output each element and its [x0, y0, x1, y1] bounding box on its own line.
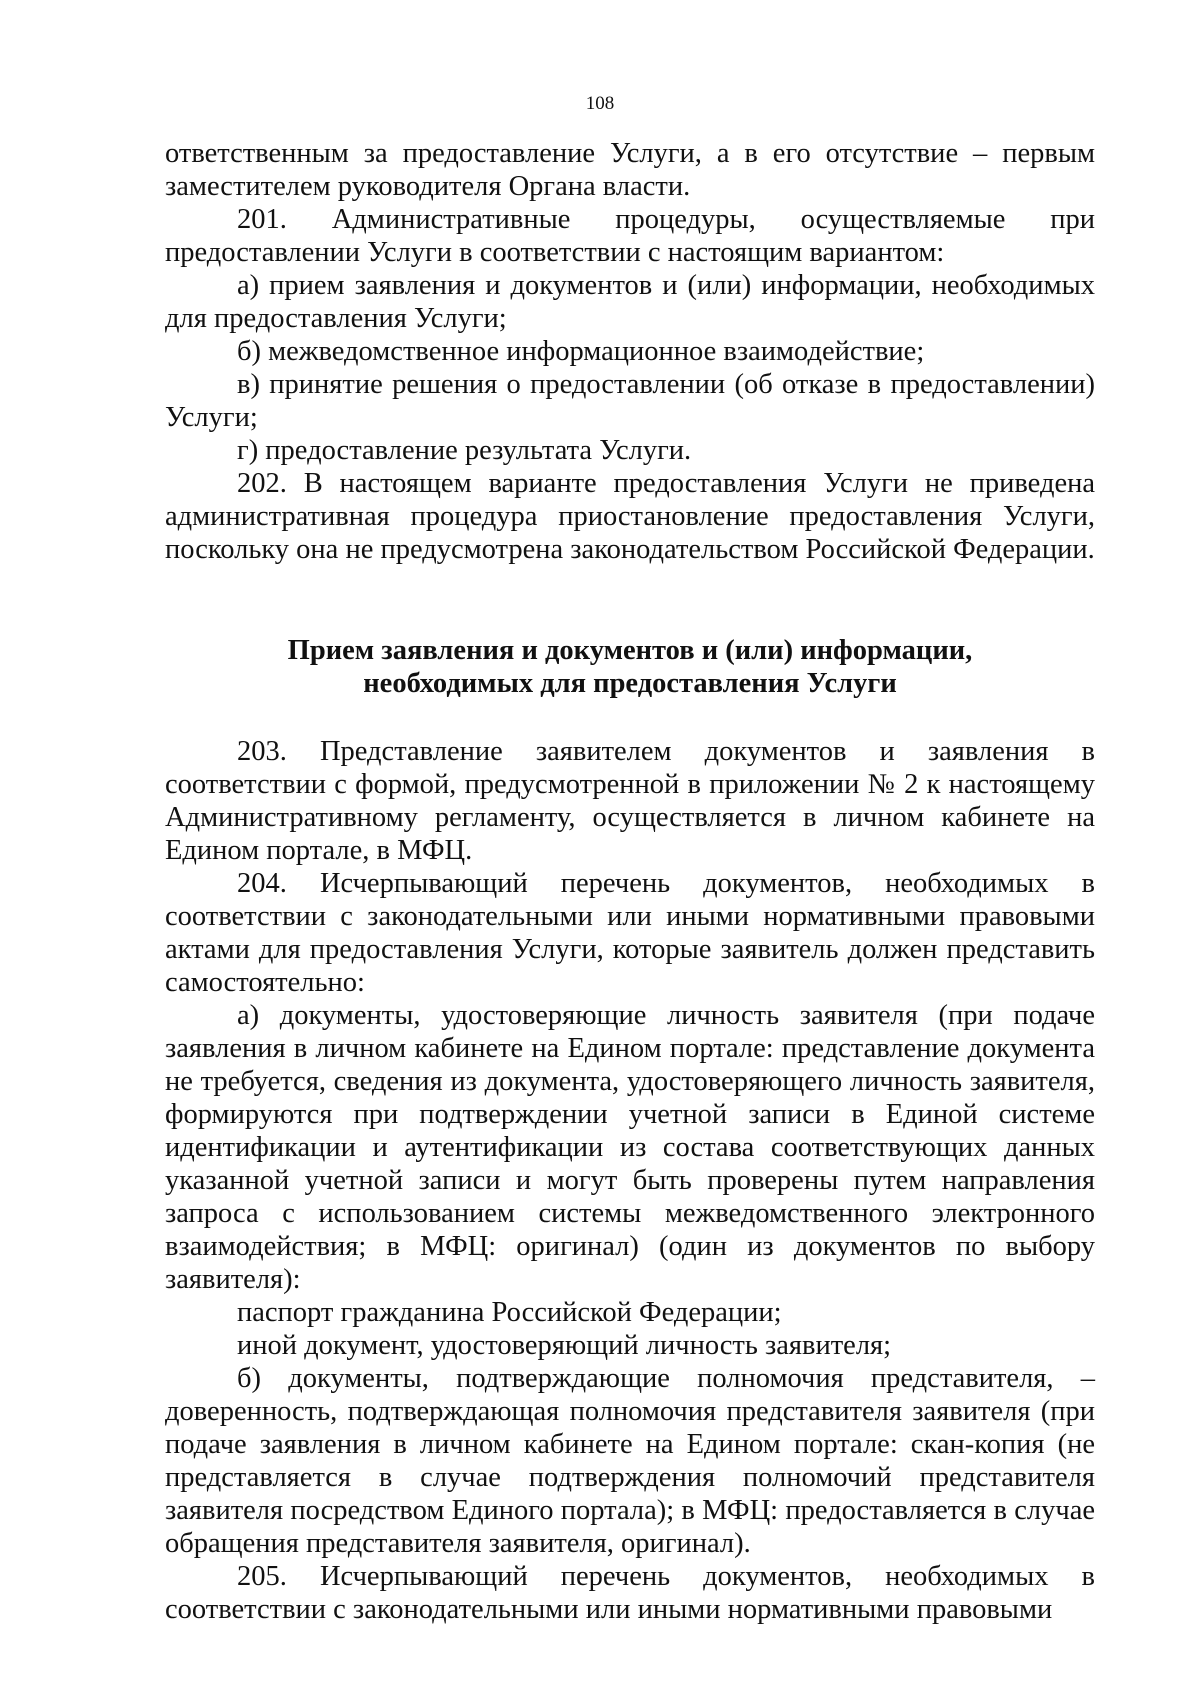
paragraph-204: 204. Исчерпывающий перечень документов, необходимых в соответствии с законодательными или иными нормативными правовыми актами для предоставления Услуги, которые заявитель должен представить самостоятельно:	[165, 868, 1095, 998]
list-item-a: а) прием заявления и документов и (или) информации, необходимых для предоставления Услуги;	[165, 270, 1095, 334]
section-heading-line-1: Прием заявления и документов и (или) информации,	[287, 635, 973, 666]
list-item-204-b: б) документы, подтверждающие полномочия представителя, – доверенность, подтверждающая полномочия представителя заявителя (при подаче заявления в личном кабинете на Едином портале: скан-копия (не представляется в случае подтверждения полномочий представителя заявителя посредством Единого портала); в МФЦ: предоставляется в случае обращения представителя заявителя, оригинал).	[165, 1363, 1095, 1559]
paragraph-202: 202. В настоящем варианте предоставления Услуги не приведена административная процедура приостановление предоставления Услуги, поскольку она не предусмотрена законодательством Российской Федерации.	[165, 468, 1095, 565]
list-item-v: в) принятие решения о предоставлении (об отказе в предоставлении) Услуги;	[165, 369, 1095, 433]
list-item-g: г) предоставление результата Услуги.	[237, 435, 692, 466]
section-heading-line-2: необходимых для предоставления Услуги	[363, 668, 897, 699]
paragraph-203: 203. Представление заявителем документов и заявления в соответствии с формой, предусмотренной в приложении № 2 к настоящему Административному регламенту, осуществляется в личном кабинете на Едином портале, в МФЦ.	[165, 736, 1095, 866]
top-text-block	[165, 137, 1095, 566]
page-number: 108	[585, 93, 615, 114]
list-item-b: б) межведомственное информационное взаимодействие;	[237, 336, 925, 367]
paragraph-continuation: ответственным за предоставление Услуги, а в его отсутствие – первым заместителем руководителя Органа власти.	[165, 138, 1095, 202]
bottom-text-block	[165, 735, 1095, 1626]
paragraph-201: 201. Административные процедуры, осуществляемые при предоставлении Услуги в соответствии с настоящим вариантом:	[165, 204, 1095, 268]
list-item-204-a: а) документы, удостоверяющие личность заявителя (при подаче заявления в личном кабинете на Едином портале: представление документа не требуется, сведения из документа, удостоверяющего личность заявителя, формируются при подтверждении учетной записи в Единой системе идентификации и аутентификации из состава соответствующих данных указанной учетной записи и могут быть проверены путем направления запроса с использованием системы межведомственного электронного взаимодействия; в МФЦ: оригинал) (один из документов по выбору заявителя):	[165, 1000, 1095, 1295]
list-item-other-document: иной документ, удостоверяющий личность заявителя;	[237, 1330, 892, 1361]
list-item-passport: паспорт гражданина Российской Федерации;	[237, 1297, 782, 1328]
section-heading	[165, 634, 1095, 700]
paragraph-205: 205. Исчерпывающий перечень документов, необходимых в соответствии с законодательными или иными нормативными правовыми	[165, 1561, 1095, 1625]
